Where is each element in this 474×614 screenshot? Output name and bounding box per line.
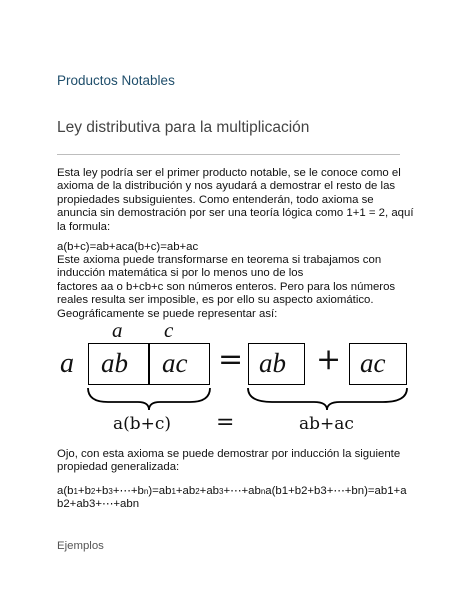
formula-subscript: 3 xyxy=(219,487,224,496)
under-equals: = xyxy=(216,410,235,435)
intro-line: anuncia sin demostración por ser una teoría lógica como 1+1 = 2, aquí xyxy=(57,207,414,220)
under-right: ab+ac xyxy=(299,414,354,434)
formula-part: a(b1+b2+b3+⋯+bn)=ab1+a xyxy=(265,485,407,497)
explanation-line: Este axioma puede transformarse en teorema si trabajamos con xyxy=(57,254,382,266)
induction-paragraph xyxy=(57,448,400,475)
box-ac-label: ac xyxy=(162,348,188,378)
formula-subscript: n xyxy=(260,487,266,496)
formula-subscript: n xyxy=(143,487,149,496)
factor-a: a xyxy=(60,348,74,379)
formula-part: )=ab xyxy=(148,485,172,497)
formula-part: +b xyxy=(95,485,109,497)
explanation-paragraph xyxy=(57,254,395,321)
right-brace xyxy=(248,388,407,410)
divider xyxy=(57,154,400,155)
plus-sign: + xyxy=(316,342,342,377)
formula-part: +⋯+ab xyxy=(223,485,261,497)
formula-subscript: 2 xyxy=(195,487,200,496)
explanation-line: Geográficamente se puede representar así: xyxy=(57,307,278,320)
formula-part: +ab xyxy=(199,485,219,497)
formula-part: +ab xyxy=(175,485,196,497)
intro-line: propiedades subsiguientes. Como entenderán, todo axioma se xyxy=(57,193,374,206)
formula-subscript: 1 xyxy=(171,487,176,496)
distributive-diagram xyxy=(50,318,430,440)
under-left: a(b+c) xyxy=(113,414,172,434)
generalized-formula xyxy=(57,485,407,498)
explanation-line: factores aa o b+cb+c son números enteros. Pero para los números xyxy=(57,280,396,293)
explanation-line: reales resulta ser imposible, es por ello su aspecto axiomático. xyxy=(57,294,374,307)
formula-line: a(b+c)=ab+aca(b+c)=ab+ac xyxy=(57,241,199,253)
generalized-formula-line2: b2+ab3+⋯+abn xyxy=(57,498,140,510)
intro-line: la formula: xyxy=(57,220,111,233)
label-c-top: c xyxy=(164,318,174,342)
left-brace xyxy=(88,388,210,410)
formula-subscript: 3 xyxy=(108,487,113,496)
formula-subscript: 1 xyxy=(73,487,78,496)
formula-part: +b xyxy=(77,485,91,497)
examples-label: Ejemplos xyxy=(57,540,104,552)
induction-line: Ojo, con esta axioma se puede demostrar por inducción la siguiente xyxy=(57,448,401,460)
intro-line: Esta ley podría ser el primer producto notable, se le conoce como el xyxy=(57,167,401,179)
box-ac-right-label: ac xyxy=(360,348,386,378)
section-title: Productos Notables xyxy=(57,73,175,88)
explanation-line: inducción matemática si por lo menos uno de los xyxy=(57,267,304,280)
box-ab-right-label: ab xyxy=(259,348,286,378)
induction-line: propiedad generalizada: xyxy=(57,461,180,474)
intro-paragraph xyxy=(57,167,414,234)
label-b-top: a xyxy=(112,318,123,342)
braces xyxy=(50,318,430,440)
box-ab-label: ab xyxy=(101,348,128,378)
formula-part: a(b xyxy=(57,485,74,497)
page-heading: Ley distributiva para la multiplicación xyxy=(57,119,310,136)
intro-line: axioma de la distribución y nos ayudará a demostrar el resto de las xyxy=(57,180,396,193)
formula-subscript: 2 xyxy=(90,487,96,496)
formula-part: +⋯+b xyxy=(112,485,144,497)
equals-sign: = xyxy=(218,342,244,377)
